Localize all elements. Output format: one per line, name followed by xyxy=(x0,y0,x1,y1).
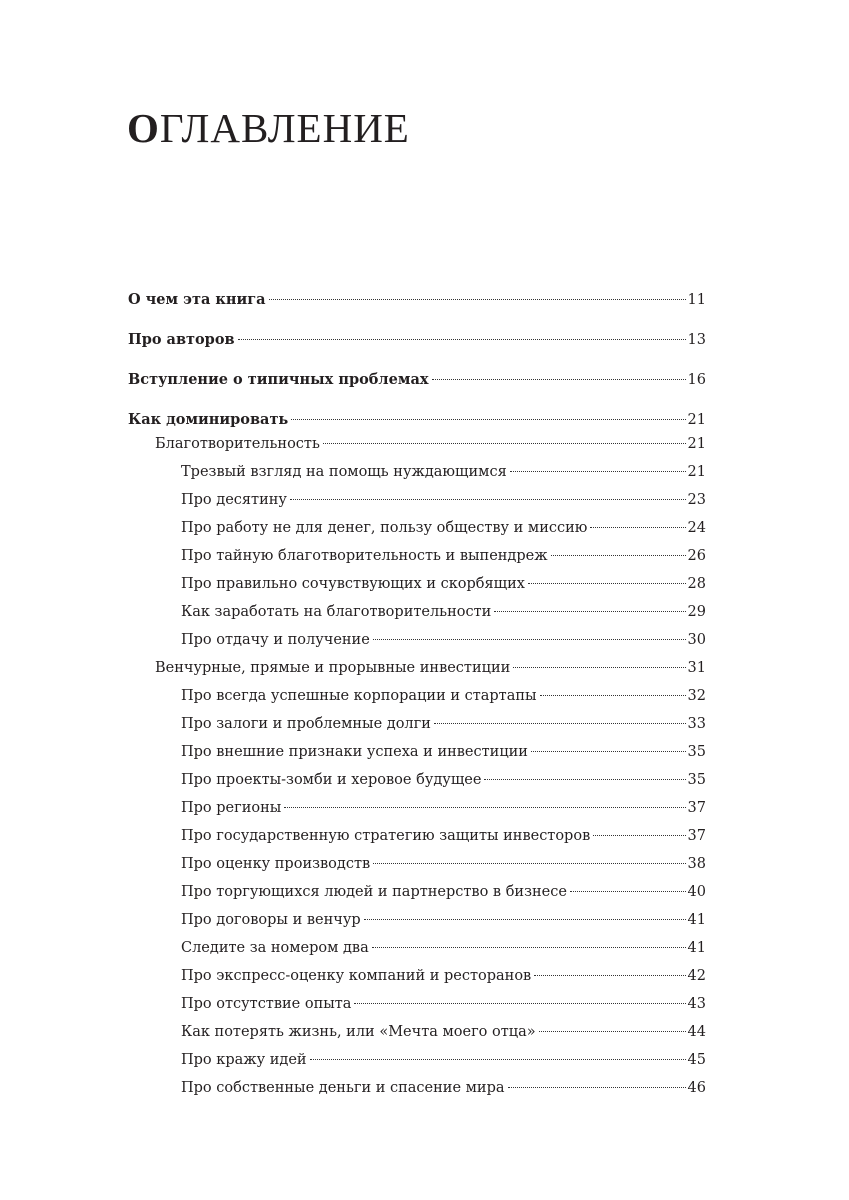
dot-leader xyxy=(284,807,685,808)
toc-entry-page: 21 xyxy=(687,436,706,452)
dot-leader xyxy=(539,1031,686,1032)
toc-entry-title: Про договоры и венчур xyxy=(181,912,361,928)
toc-entry-title: Про торгующихся людей и партнерство в бизнесе xyxy=(181,884,567,900)
toc-entry[interactable] xyxy=(128,964,706,992)
toc-entry[interactable] xyxy=(128,544,706,572)
toc-entry-title: Венчурные, прямые и прорывные инвестиции xyxy=(155,660,511,676)
toc-entry-title: Про десятину xyxy=(181,492,287,508)
dot-leader xyxy=(508,1087,686,1088)
dot-leader xyxy=(531,751,686,752)
toc-entry[interactable] xyxy=(128,740,706,768)
toc-entry-page: 43 xyxy=(687,996,706,1012)
toc-entry[interactable] xyxy=(128,1076,706,1104)
toc-entry-page: 37 xyxy=(687,800,706,816)
toc-entry-title: Про экспресс-оценку компаний и ресторанов xyxy=(181,968,532,984)
dot-leader xyxy=(534,975,685,976)
toc-entry-page: 23 xyxy=(687,492,706,508)
toc-entry-page: 41 xyxy=(687,940,706,956)
toc-entry-title: Как потерять жизнь, или «Мечта моего отца» xyxy=(181,1024,536,1040)
toc-entry[interactable] xyxy=(128,368,706,408)
dot-leader xyxy=(590,527,685,528)
toc-entry[interactable] xyxy=(128,880,706,908)
toc-entry[interactable] xyxy=(128,408,706,432)
toc-entry-page: 44 xyxy=(687,1024,706,1040)
page-title xyxy=(127,104,410,152)
toc-entry-page: 45 xyxy=(687,1052,706,1068)
toc-entry-title: Про отсутствие опыта xyxy=(181,996,352,1012)
toc-entry-title: О чем эта книга xyxy=(128,291,266,308)
dot-leader xyxy=(434,723,686,724)
toc-entry[interactable] xyxy=(128,768,706,796)
toc-entry-page: 42 xyxy=(687,968,706,984)
dot-leader xyxy=(373,863,685,864)
toc-entry-title: Следите за номером два xyxy=(181,940,369,956)
toc-entry[interactable] xyxy=(128,992,706,1020)
toc-entry[interactable] xyxy=(128,460,706,488)
toc-entry[interactable] xyxy=(128,572,706,600)
dot-leader xyxy=(238,339,686,340)
toc-entry[interactable] xyxy=(128,600,706,628)
toc-entry-page: 21 xyxy=(687,412,706,428)
toc-entry-title: Про отдачу и получение xyxy=(181,632,370,648)
toc-entry-page: 13 xyxy=(687,332,706,348)
toc-entry[interactable] xyxy=(128,516,706,544)
dot-leader xyxy=(310,1059,686,1060)
toc-entry-page: 40 xyxy=(687,884,706,900)
toc-entry-page: 32 xyxy=(687,688,706,704)
toc-entry[interactable] xyxy=(128,1048,706,1076)
toc-entry[interactable] xyxy=(128,328,706,368)
dot-leader xyxy=(323,443,686,444)
toc-entry-title: Про проекты-зомби и херовое будущее xyxy=(181,772,482,788)
toc-entry[interactable] xyxy=(128,432,706,460)
toc-entry[interactable] xyxy=(128,908,706,936)
toc-entry[interactable] xyxy=(128,936,706,964)
dot-leader xyxy=(432,379,686,380)
toc-entry-title: Про тайную благотворительность и выпендреж xyxy=(181,548,548,564)
toc-entry[interactable] xyxy=(128,488,706,516)
toc-entry-title: Вступление о типичных проблемах xyxy=(128,371,429,388)
toc-entry-title: Про работу не для денег, пользу обществу и миссию xyxy=(181,520,588,536)
dot-leader xyxy=(484,779,685,780)
toc-entry-page: 41 xyxy=(687,912,706,928)
toc-entry-page: 30 xyxy=(687,632,706,648)
toc-entry[interactable] xyxy=(128,712,706,740)
dot-leader xyxy=(513,667,685,668)
toc-entry-page: 37 xyxy=(687,828,706,844)
dot-leader xyxy=(269,299,686,300)
toc-entry-title: Про регионы xyxy=(181,800,282,816)
toc-entry-title: Благотворительность xyxy=(155,436,320,452)
toc-entry-page: 38 xyxy=(687,856,706,872)
toc-entry-page: 24 xyxy=(687,520,706,536)
toc-entry-title: Как заработать на благотворительности xyxy=(181,604,492,620)
dot-leader xyxy=(510,471,686,472)
toc-entry-page: 46 xyxy=(687,1080,706,1096)
dot-leader xyxy=(290,499,686,500)
toc-entry-page: 28 xyxy=(687,576,706,592)
title-initial: О xyxy=(127,105,160,151)
toc-entry-page: 26 xyxy=(687,548,706,564)
toc-entry-page: 29 xyxy=(687,604,706,620)
toc-entry[interactable] xyxy=(128,288,706,328)
toc-entry[interactable] xyxy=(128,656,706,684)
toc-entry-title: Про собственные деньги и спасение мира xyxy=(181,1080,505,1096)
toc-entry-page: 11 xyxy=(687,292,706,308)
dot-leader xyxy=(373,639,686,640)
toc-entry-title: Про государственную стратегию защиты инвесторов xyxy=(181,828,591,844)
table-of-contents xyxy=(128,288,706,1104)
toc-entry-title: Про залоги и проблемные долги xyxy=(181,716,431,732)
dot-leader xyxy=(570,891,686,892)
toc-entry-page: 35 xyxy=(687,772,706,788)
toc-entry-page: 16 xyxy=(687,372,706,388)
title-rest: ГЛАВЛЕНИЕ xyxy=(159,105,410,151)
toc-entry-page: 35 xyxy=(687,744,706,760)
toc-entry-title: Как доминировать xyxy=(128,411,289,428)
toc-entry[interactable] xyxy=(128,1020,706,1048)
toc-entry-title: Про авторов xyxy=(128,331,235,348)
dot-leader xyxy=(593,835,685,836)
toc-entry[interactable] xyxy=(128,628,706,656)
dot-leader xyxy=(372,947,686,948)
toc-entry-page: 33 xyxy=(687,716,706,732)
dot-leader xyxy=(551,555,686,556)
toc-entry-title: Про всегда успешные корпорации и стартапы xyxy=(181,688,537,704)
toc-entry-page: 31 xyxy=(687,660,706,676)
dot-leader xyxy=(528,583,686,584)
toc-entry-title: Про оценку производств xyxy=(181,856,371,872)
toc-entry[interactable] xyxy=(128,852,706,880)
dot-leader xyxy=(354,1003,685,1004)
dot-leader xyxy=(494,611,685,612)
toc-entry-title: Про правильно сочувствующих и скорбящих xyxy=(181,576,525,592)
toc-entry-title: Про внешние признаки успеха и инвестиции xyxy=(181,744,528,760)
dot-leader xyxy=(540,695,686,696)
toc-entry[interactable] xyxy=(128,824,706,852)
toc-entry[interactable] xyxy=(128,684,706,712)
toc-entry-page: 21 xyxy=(687,464,706,480)
toc-entry-title: Трезвый взгляд на помощь нуждающимся xyxy=(181,464,507,480)
toc-entry-title: Про кражу идей xyxy=(181,1052,307,1068)
toc-entry[interactable] xyxy=(128,796,706,824)
dot-leader xyxy=(364,919,686,920)
dot-leader xyxy=(291,419,685,420)
